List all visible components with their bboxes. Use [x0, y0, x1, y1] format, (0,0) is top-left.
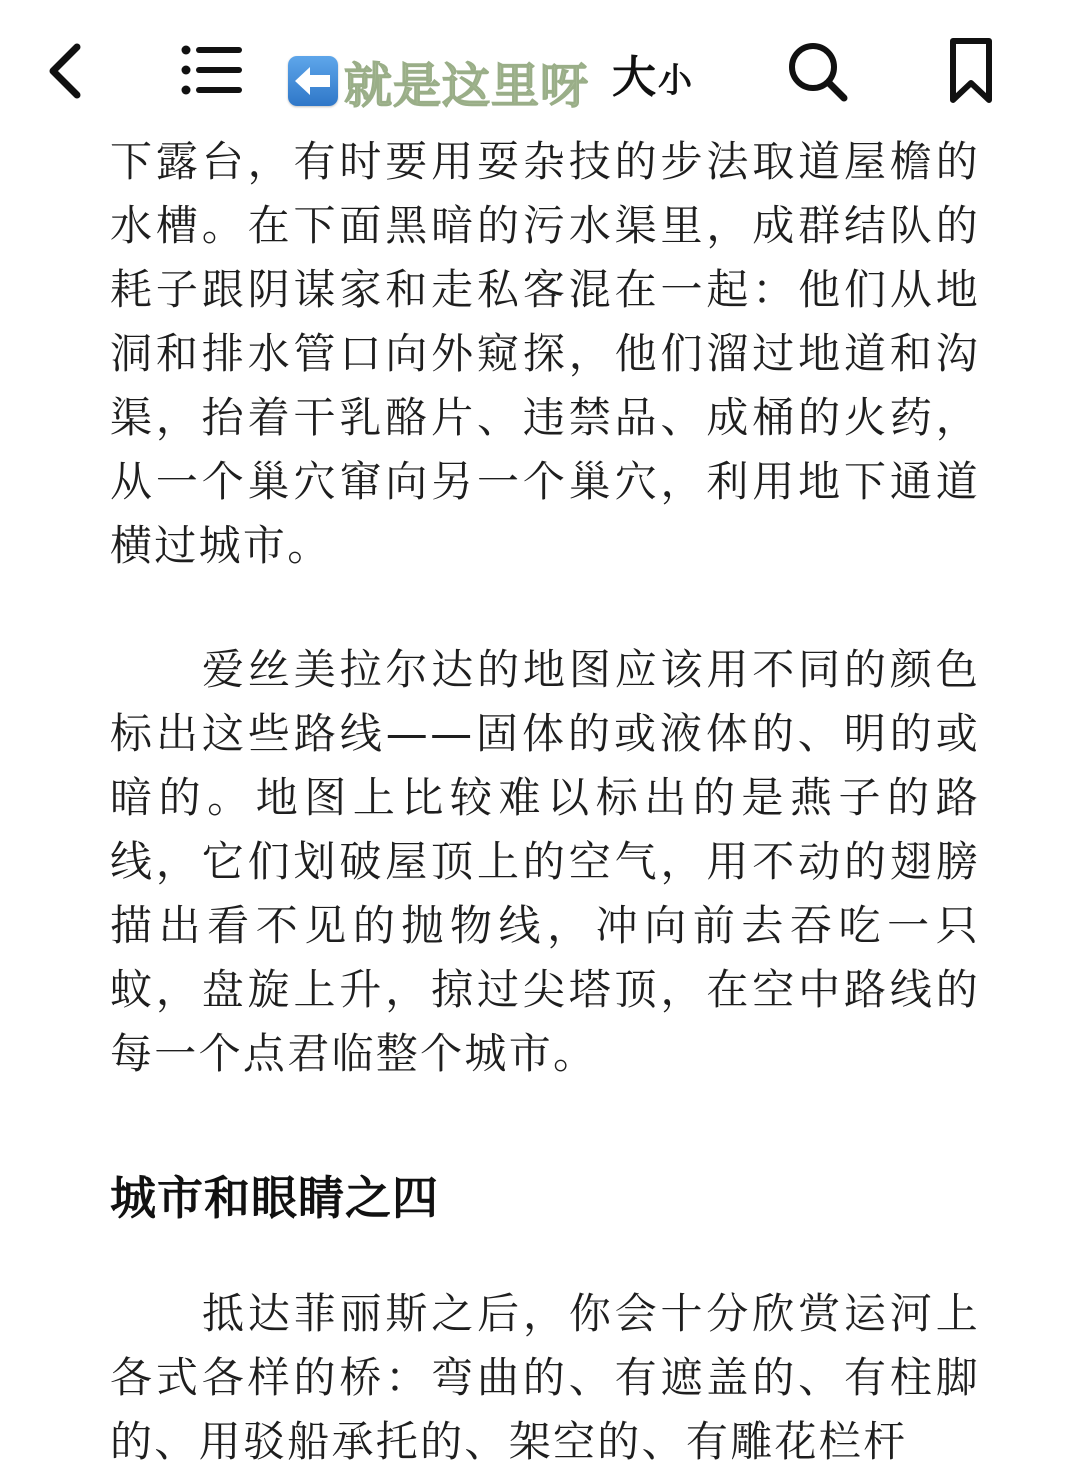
- table-of-contents-button[interactable]: [170, 34, 254, 106]
- paragraph: 下露台，有时要用耍杂技的步法取道屋檐的水槽。在下面黑暗的污水渠里，成群结队的耗子跟阴谋家和走私客混在一起：他们从地洞和排水管口向外窥探，他们溜过地道和沟渠，抬着干乳酪片、违禁品、成桶的火药，从一个巢穴窜向另一个巢穴，利用地下通道横过城市。: [110, 137, 980, 570]
- bookmark-button[interactable]: [938, 32, 1004, 110]
- font-size-button[interactable]: [612, 44, 692, 104]
- reader-toolbar: [0, 0, 1080, 130]
- reading-content: [110, 130, 980, 1474]
- search-button[interactable]: [780, 34, 856, 110]
- annotation-text: 就是这里呀: [344, 57, 590, 114]
- paragraph: 抵达菲丽斯之后，你会十分欣赏运河上各式各样的桥：弯曲的、有遮盖的、有柱脚的、用驳船承托的、架空的、有雕花栏杆: [110, 1289, 980, 1466]
- list-icon: [181, 42, 243, 98]
- paragraph: 爱丝美拉尔达的地图应该用不同的颜色标出这些路线——固体的或液体的、明的或暗的。地图上比较难以标出的是燕子的路线，它们划破屋顶上的空气，用不动的翅膀描出看不见的抛物线，冲向前去吞吃一只蚊，盘旋上升，掠过尖塔顶，在空中路线的每一个点君临整个城市。: [110, 645, 980, 1078]
- font-size-small-label: 小: [658, 61, 692, 101]
- back-button[interactable]: [30, 36, 100, 106]
- chapter-title: 城市和眼睛之四: [110, 1171, 439, 1225]
- chevron-left-icon: [45, 41, 85, 101]
- left-arrow-emoji-icon: [288, 56, 338, 106]
- search-icon: [786, 40, 850, 104]
- annotation-sticker: [288, 50, 589, 112]
- font-size-big-label: 大: [612, 52, 656, 103]
- bookmark-icon: [948, 37, 994, 105]
